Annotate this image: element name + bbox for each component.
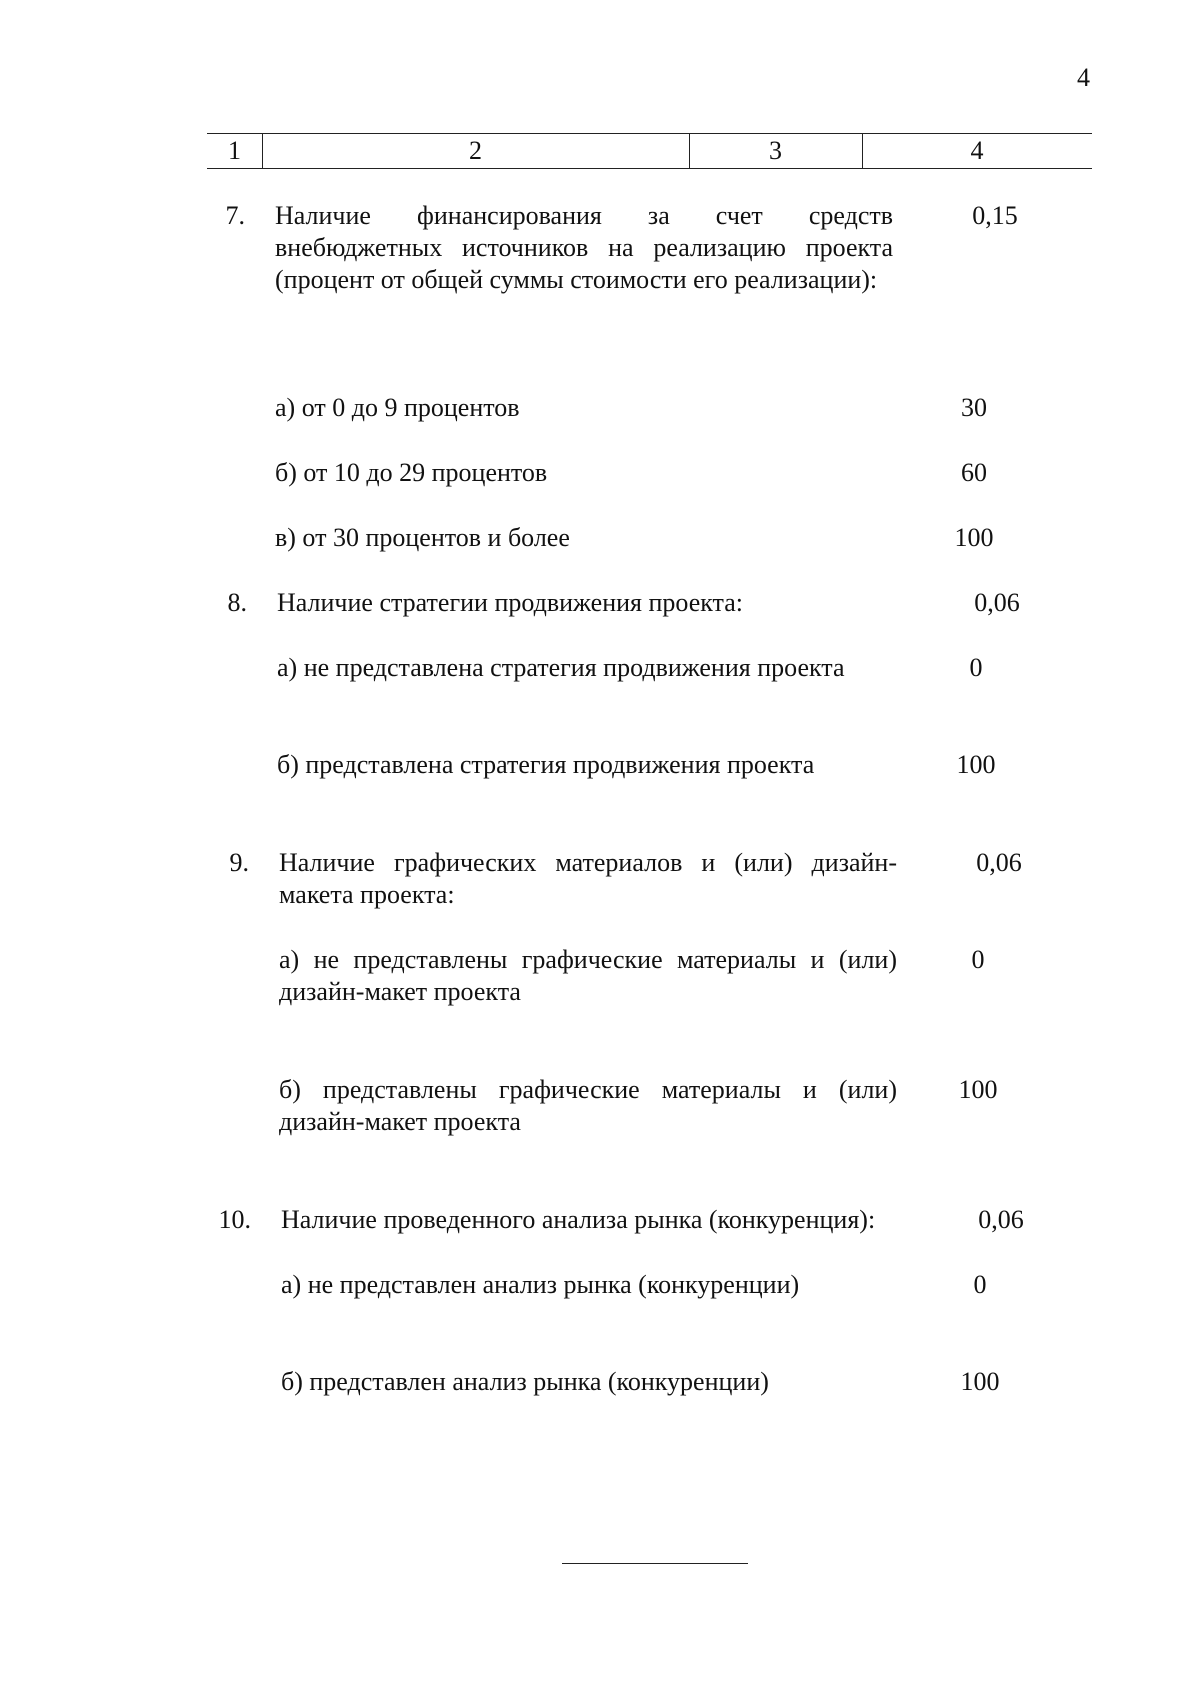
criterion-number: 10. [218,1205,251,1234]
header-col-4: 4 [970,136,984,165]
option-score: 100 [958,1075,998,1104]
table-header [207,133,1092,169]
option-score: 0 [971,945,985,974]
option-text: б) представлена стратегия продвижения проекта [277,750,815,779]
criterion-text: Наличие финансирования за счет средств внебюджетных источников на реализацию проекта (процент от общей суммы стоимости его реализации): [275,201,893,294]
option-score: 0 [973,1270,987,1299]
criterion-number: 7. [225,201,245,230]
option-text: б) представлены графические материалы и (или) дизайн-макет проекта [279,1075,897,1136]
header-col-1: 1 [228,136,241,165]
end-of-document-line [562,1563,748,1564]
criterion-weight: 0,06 [976,848,1022,877]
criterion-text: Наличие стратегии продвижения проекта: [277,588,743,617]
criterion-number: 9. [229,848,249,877]
option-text: б) представлен анализ рынка (конкуренции) [281,1367,769,1396]
page-number: 4 [1077,63,1090,92]
option-text: а) не представлена стратегия продвижения проекта [277,653,845,682]
option-text: в) от 30 процентов и более [275,523,570,552]
option-text: б) от 10 до 29 процентов [275,458,548,487]
option-text: а) от 0 до 9 процентов [275,393,520,422]
header-col-3: 3 [769,136,782,165]
criterion-weight: 0,06 [974,588,1020,617]
option-score: 60 [961,458,987,487]
option-text: а) не представлен анализ рынка (конкуренции) [281,1270,800,1299]
criterion-weight: 0,15 [972,201,1018,230]
criterion-text: Наличие проведенного анализа рынка (конкуренция): [281,1205,876,1234]
criterion-weight: 0,06 [978,1205,1024,1234]
option-score: 100 [960,1367,1000,1396]
option-score: 0 [969,653,983,682]
option-text: а) не представлены графические материалы и (или) дизайн-макет проекта [279,945,897,1006]
option-score: 100 [956,750,996,779]
criterion-text: Наличие графических материалов и (или) дизайн-макета проекта: [279,848,897,909]
header-col-2: 2 [469,136,482,165]
option-score: 100 [954,523,994,552]
criterion-number: 8. [227,588,247,617]
option-score: 30 [961,393,987,422]
